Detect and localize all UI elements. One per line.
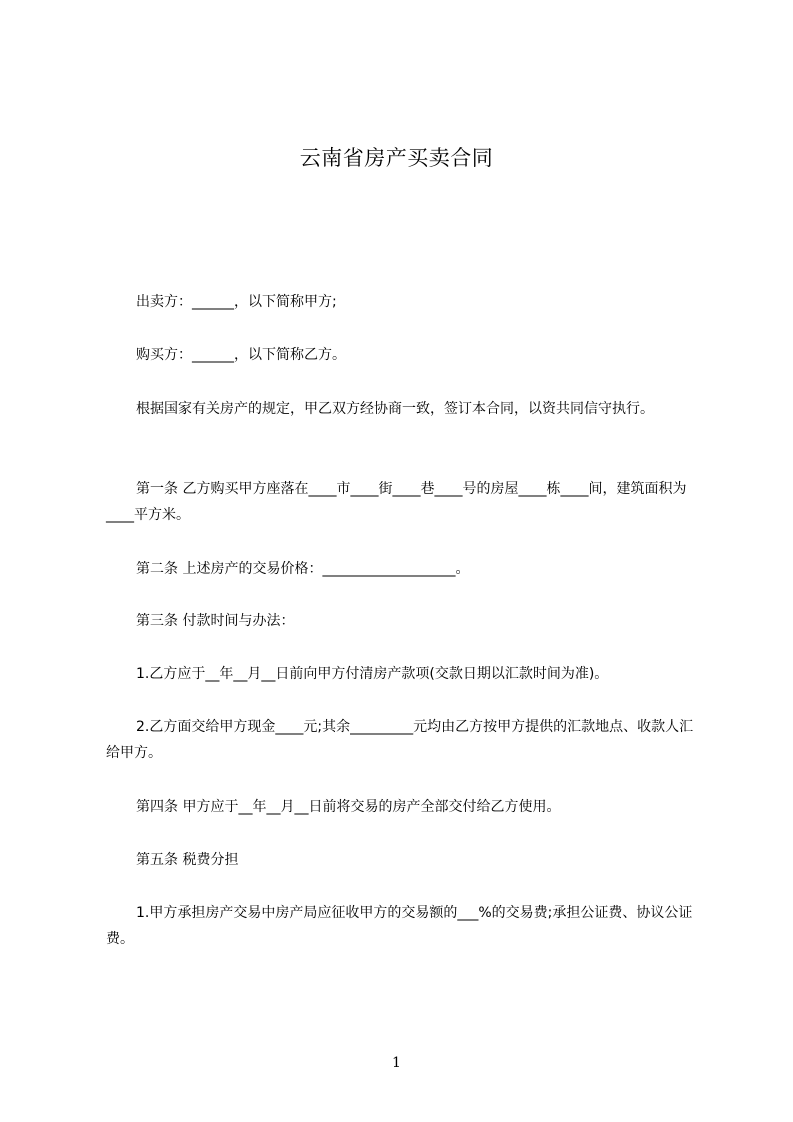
article-four: 第四条 甲方应于__年__月__日前将交易的房产全部交付给乙方使用。 <box>136 799 561 815</box>
article-three: 第三条 付款时间与办法： <box>136 613 295 629</box>
article-five: 第五条 税费分担 <box>136 852 239 868</box>
article-three-item-1: 1.乙方应于__年__月__日前向甲方付清房产款项(交款日期以汇款时间为准)。 <box>136 666 609 682</box>
document-title: 云南省房产买卖合同 <box>299 146 494 170</box>
article-five-item-1: 1.甲方承担房产交易中房产局应征收甲方的交易额的___%的交易费;承担公证费、协议公证费。 <box>106 905 693 947</box>
page-number: 1 <box>392 1055 401 1071</box>
article-two: 第二条 上述房产的交易价格：___________________。 <box>136 561 470 577</box>
article-one: 第一条 乙方购买甲方座落在____市____街____巷____号的房屋____栋____间，建筑面积为____平方米。 <box>106 481 687 523</box>
article-three-item-2: 2.乙方面交给甲方现金____元;其余_________元均由乙方按甲方提供的汇款地点、收款人汇给甲方。 <box>106 719 694 761</box>
buyer-clause: 购买方：______，以下简称乙方。 <box>136 347 346 363</box>
seller-clause: 出卖方：______，以下简称甲方; <box>136 294 337 310</box>
preamble-paragraph: 根据国家有关房产的规定，甲乙双方经协商一致，签订本合同，以资共同信守执行。 <box>136 401 654 417</box>
